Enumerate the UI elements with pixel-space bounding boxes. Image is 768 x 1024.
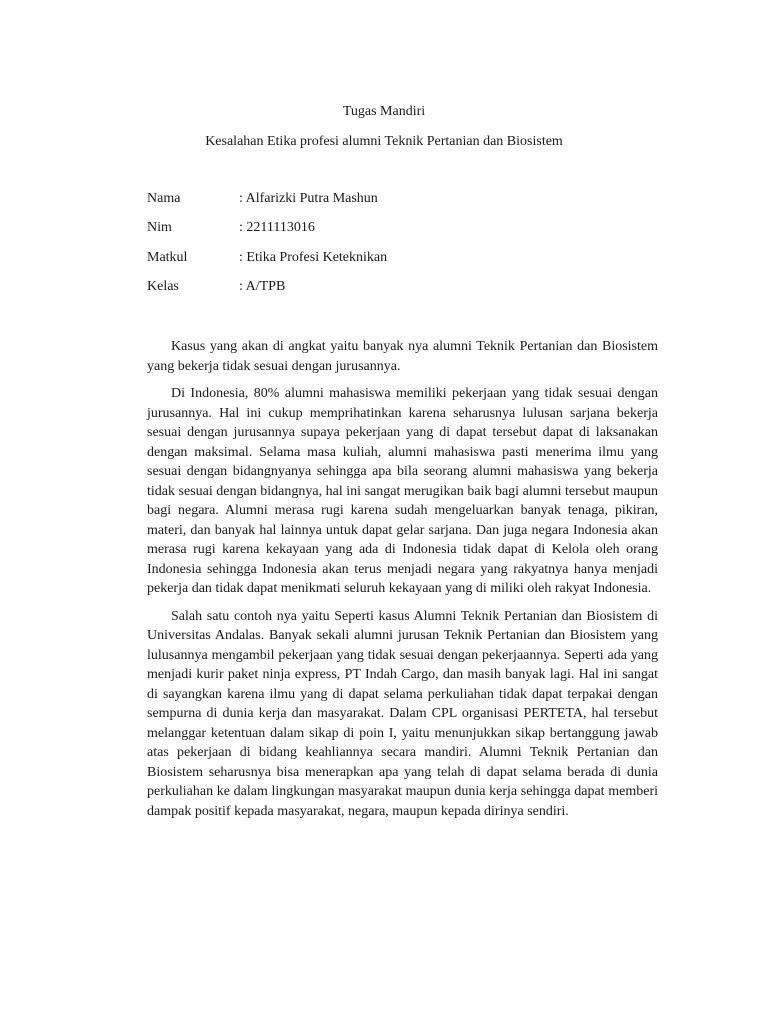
info-value: : Alfarizki Putra Mashun bbox=[239, 191, 378, 206]
info-label: Nim bbox=[147, 220, 172, 236]
info-row-nim bbox=[147, 219, 658, 248]
info-label: Matkul bbox=[147, 249, 188, 265]
paragraph: Salah satu contoh nya yaitu Seperti kasus Alumni Teknik Pertanian dan Biosistem di Universitas Andalas. Banyak sekali alumni jurusan Teknik Pertanian dan Biosistem yang lulusannya mengambil pekerjaan yang tidak sesuai dengan pekerjaannya. Seperti ada yang menjadi kurir paket ninja express, PT Indah Cargo, dan masih banyak lagi. Hal ini sangat di sayangkan karena ilmu yang di dapat selama perkuliahan tidak dapat terpakai dengan sempurna di dunia kerja dan masyarakat. Dalam CPL organisasi PERTETA, hal tersebut melanggar ketentuan dalam sikap di poin I, yaitu menunjukkan sikap bertanggung jawab atas pekerjaan di bidang keahliannya secara mandiri. Alumni Teknik Pertanian dan Biosistem seharusnya bisa menerapkan apa yang telah di dapat selama berada di dunia perkuliahan ke dalam lingkungan masyarakat maupun dunia kerja sehingga dapat memberi dampak positif kepada masyarakat, negara, maupun kepada dirinya sendiri. bbox=[147, 608, 658, 819]
info-row-nama bbox=[147, 190, 658, 219]
info-value: : A/TPB bbox=[239, 279, 286, 295]
info-label: Kelas bbox=[147, 279, 179, 295]
info-row-kelas bbox=[147, 278, 658, 307]
document-subtitle: Kesalahan Etika profesi alumni Teknik Pertanian dan Biosistem bbox=[205, 134, 563, 149]
info-value: : Etika Profesi Keteknikan bbox=[239, 249, 388, 265]
paragraph: Kasus yang akan di angkat yaitu banyak nya alumni Teknik Pertanian dan Biosistem yang bekerja tidak sesuai dengan jurusannya. bbox=[147, 339, 658, 374]
info-label: Nama bbox=[147, 191, 181, 206]
paragraph: Di Indonesia, 80% alumni mahasiswa memiliki pekerjaan yang tidak sesuai dengan jurusannya. Hal ini cukup memprihatinkan karena seharusnya lulusan sarjana bekerja sesuai dengan jurusannya supaya pekerjaan yang di dapat tersebut dapat di laksanakan dengan maksimal. Selama masa kuliah, alumni mahasiswa pasti menerima ilmu yang sesuai dengan bidangnyanya sehingga apa bila seorang alumni mahasiswa yang bekerja tidak sesuai dengan bidangnya, hal ini sangat merugikan baik bagi alumni tersebut maupun bagi negara. Alumni merasa rugi karena sudah mengeluarkan banyak tenaga, pikiran, materi, dan banyak hal lainnya untuk dapat gelar sarjana. Dan juga negara Indonesia akan merasa rugi karena kekayaan yang ada di Indonesia tidak dapat di Kelola oleh orang Indonesia sehingga Indonesia akan terus menjadi negara yang rakyatnya hanya menjadi pekerja dan tidak dapat menikmati seluruh kekayaan yang di miliki oleh rakyat Indonesia. bbox=[147, 386, 658, 596]
student-info bbox=[147, 190, 658, 308]
info-value: : 2211113016 bbox=[239, 220, 315, 236]
info-row-matkul bbox=[147, 249, 658, 278]
document-body bbox=[147, 337, 658, 829]
document-title: Tugas Mandiri bbox=[342, 104, 426, 119]
